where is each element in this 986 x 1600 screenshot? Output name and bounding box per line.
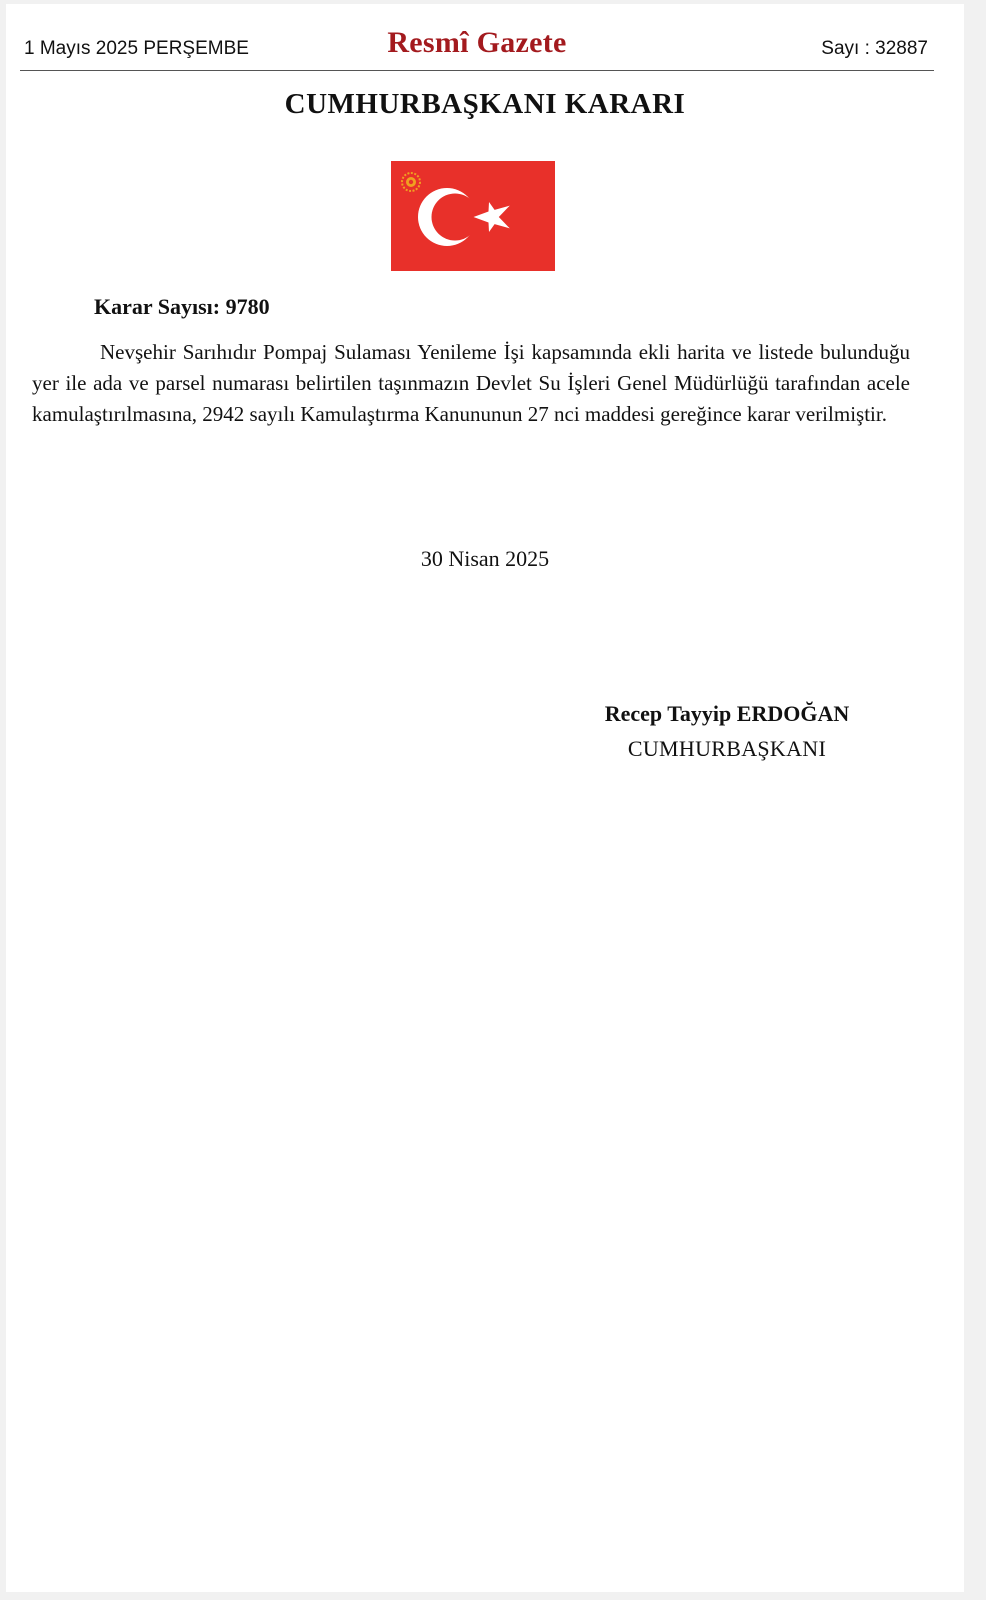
signatory-title: CUMHURBAŞKANI [627,736,827,761]
gazette-header [20,26,934,70]
issue-number: Sayı : 32887 [821,38,928,59]
signatory-name: Recep Tayyip ERDOĞAN [604,701,850,726]
document-page [6,4,964,1592]
gazette-title: Resmî Gazete [387,26,567,59]
document-heading: CUMHURBAŞKANI KARARI [284,88,686,120]
header-date: 1 Mayıs 2025 PERŞEMBE [24,38,249,59]
turkish-flag-icon [391,161,555,271]
decision-date: 30 Nisan 2025 [420,546,550,571]
signature-block [566,698,888,768]
decision-number: Karar Sayısı: 9780 [94,294,270,319]
decision-body: Nevşehir Sarıhıdır Pompaj Sulaması Yenileme İşi kapsamında ekli harita ve listede bulunduğu yer ile ada ve parsel numarası belirtilen taşınmazın Devlet Su İşleri Genel Müdürlüğü tarafından acele kamulaştırılmasına, 2942 sayılı Kamulaştırma Kanununun 27 nci maddesi gereğince karar verilmiştir. [32,340,910,426]
header-divider [20,70,934,71]
